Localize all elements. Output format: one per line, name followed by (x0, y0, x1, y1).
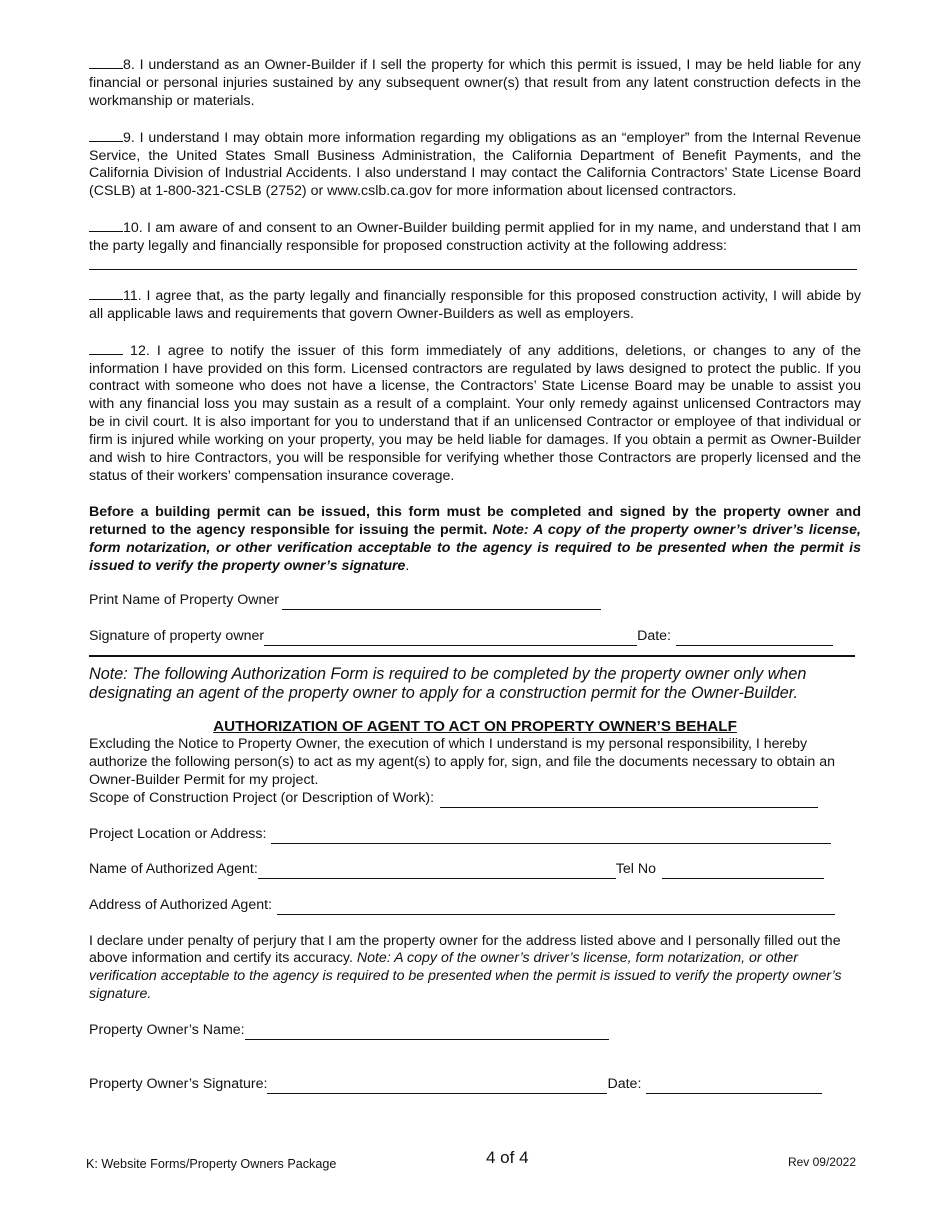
initial-blank-12[interactable] (89, 342, 123, 355)
agent-address-row: Address of Authorized Agent: (89, 897, 861, 915)
item-9: 9. I understand I may obtain more information regarding my obligations as an “employer” from the Internal Revenue Service, the United States Small Business Administration, the California Department of Benefit Payments, and the California Division of Industrial Accidents. I also understand I may contact the California Contractors’ State License Board (CSLB) at 1-800-321-CSLB (2752) or www.cslb.ca.gov for more information about licensed contractors. (89, 129, 861, 200)
location-field[interactable] (271, 829, 831, 844)
form-page (89, 56, 861, 1094)
authorization-title: AUTHORIZATION OF AGENT TO ACT ON PROPERTY OWNER’S BEHALF (213, 718, 737, 736)
footer-path: K: Website Forms/Property Owners Package (86, 1157, 337, 1171)
authorization-intro: Excluding the Notice to Property Owner, the execution of which I understand is my personal responsibility, I hereby authorize the following person(s) to act as my agent(s) to apply for, sign, and file the documents necessary to obtain an Owner-Builder Permit for my project. (89, 736, 836, 789)
item-12: 12. I agree to notify the issuer of this form immediately of any additions, deletions, or changes to any of the information I have provided on this form. Licensed contractors are regulated by laws designed to protect the public. If you contract with someone who does not have a license, the Contractors’ State License Board may be unable to assist you with any financial loss you may sustain as a result of a complaint. Your only remedy against unlicensed Contractors may be in civil court. It is also important for you to understand that if an unlicensed Contractor or employee of that individual or firm is injured while working on your property, you may be held liable for damages. If you obtain a permit as Owner-Builder and wish to hire Contractors, you will be responsible for verifying whether those Contractors are properly licensed and the status of their workers’ compensation insurance coverage. (89, 342, 861, 484)
owner-name-field[interactable] (245, 1025, 609, 1040)
page-number: 4 of 4 (486, 1148, 529, 1167)
scope-field[interactable] (440, 793, 818, 808)
owner-name-row: Property Owner’s Name: (89, 1022, 861, 1040)
owner-signature-row: Property Owner’s Signature: Date: (89, 1076, 861, 1094)
signature-row: Signature of property owner Date: (89, 628, 861, 646)
location-row: Project Location or Address: (89, 826, 861, 844)
print-name-field[interactable] (282, 595, 601, 610)
signature-field[interactable] (264, 631, 637, 646)
initial-blank-9[interactable] (89, 129, 123, 142)
agent-address-field[interactable] (277, 900, 835, 915)
revision-date: Rev 09/2022 (787, 1155, 856, 1169)
item-10: 10. I am aware of and consent to an Owner-Builder building permit applied for in my name, and understand that I am the party legally and financially responsible for proposed construction activity at the following address: (89, 220, 861, 255)
agent-name-field[interactable] (258, 864, 616, 879)
print-name-row: Print Name of Property Owner (89, 592, 861, 610)
initial-blank-10[interactable] (89, 219, 123, 232)
item-8: 8. I understand as an Owner-Builder if I sell the property for which this permit is issued, I may be held liable for any financial or personal injuries sustained by any subsequent owner(s) that result from any latent construction defects in the workmanship or materials. (89, 57, 861, 109)
declaration: I declare under penalty of perjury that I am the property owner for the address listed above and I personally filled out the above information and certify its accuracy. Note: A copy of the owner’s driver’s license, form notarization, or other verification acceptable to the agency is required to be presented when the permit is issued to verify the property owner’s signature. (89, 932, 842, 1003)
agent-name-row: Name of Authorized Agent: Tel No (89, 861, 861, 879)
before-permit-notice: Before a building permit can be issued, this form must be completed and signed by the property owner and returned to the agency responsible for issuing the permit. Note: A copy of the property owner’s driver’s license, form notarization, or other verification acceptable to the agency is required to be presented when the permit is issued to verify the property owner’s signature. (89, 503, 861, 574)
owner-signature-field[interactable] (267, 1079, 607, 1094)
initial-blank-8[interactable] (89, 56, 123, 69)
owner-date-field[interactable] (646, 1079, 822, 1094)
tel-field[interactable] (662, 864, 824, 879)
item-11: 11. I agree that, as the party legally and financially responsible for this proposed construction activity, I will abide by all applicable laws and requirements that govern Owner-Builders as well as employers. (89, 287, 861, 322)
page-footer (86, 1148, 856, 1178)
date-field[interactable] (676, 631, 833, 646)
scope-row: Scope of Construction Project (or Description of Work): (89, 790, 861, 808)
initial-blank-11[interactable] (89, 287, 123, 300)
authorization-note: Note: The following Authorization Form is required to be completed by the property owner only when designating an agent of the property owner to apply for a construction permit for the Owner-Builder. (89, 665, 807, 703)
